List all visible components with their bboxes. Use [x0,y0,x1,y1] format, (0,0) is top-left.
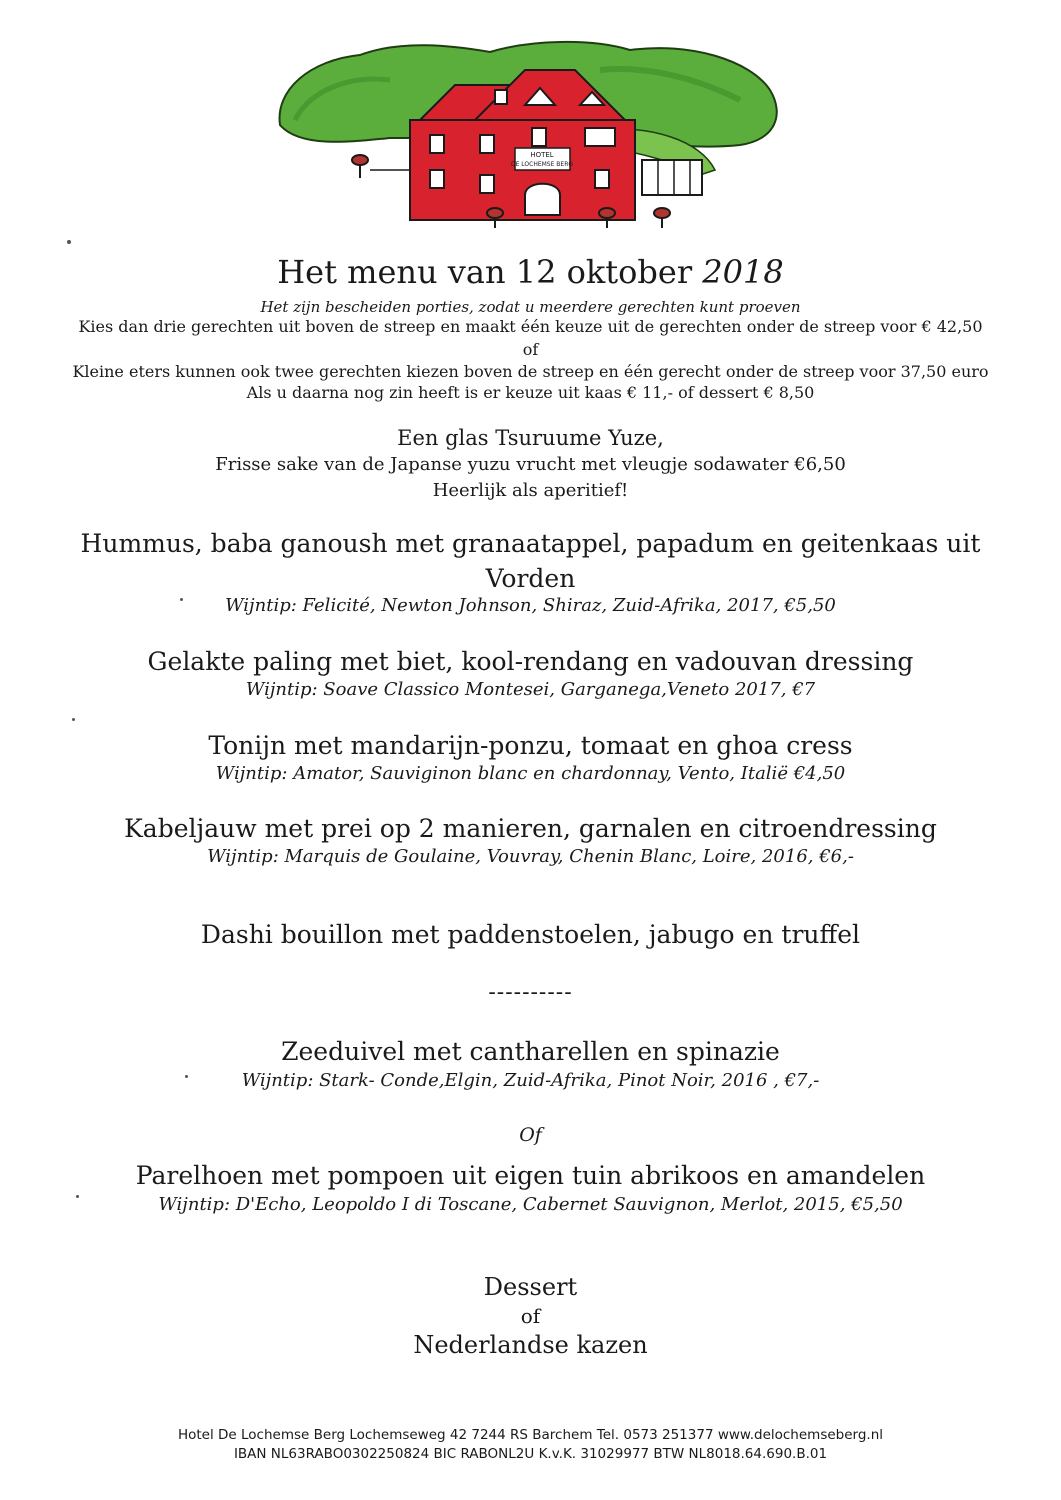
dish-1-name-line-2: Vorden [485,564,576,593]
logo-sign-line-2: DE LOCHEMSE BERG [510,161,574,168]
page-title [60,250,1001,294]
intro-line-2: Kleine eters kunnen ook twee gerechten kiezen boven de streep en één gerecht onder de streep voor 37,50 euro [72,362,989,381]
mains-or: Of [519,1124,542,1146]
menu-separator: ---------- [488,980,573,1005]
aperitif-description: Frisse sake van de Japanse yuzu vrucht met vleugje sodawater €6,50 [215,454,846,475]
intro-or: of [522,340,539,359]
main-2-name: Parelhoen met pompoen uit eigen tuin abrikoos en amandelen [135,1161,926,1190]
scan-speck [67,240,71,244]
aperitif-note: Heerlijk als aperitief! [432,480,629,501]
dish-2-wine: Wijntip: Soave Classico Montesei, Garganega,Veneto 2017, €7 [245,679,816,700]
main-2-wine: Wijntip: D'Echo, Leopoldo I di Toscane, Cabernet Sauvignon, Merlot, 2015, €5,50 [158,1194,903,1215]
intro-note: Het zijn bescheiden porties, zodat u meerdere gerechten kunt proeven [260,298,801,316]
dish-5-name: Dashi bouillon met paddenstoelen, jabugo en truffel [200,920,861,949]
main-1-name: Zeeduivel met cantharellen en spinazie [281,1037,780,1066]
logo-sign-line-1: HOTEL [530,151,554,159]
footer-banking: IBAN NL63RABO0302250824 BIC RABONL2U K.v.K. 31029977 BTW NL8018.64.690.B.01 [233,1446,828,1462]
title-year: 2018 [702,253,784,291]
scan-speck [185,1075,188,1078]
dish-4-name: Kabeljauw met prei op 2 manieren, garnalen en citroendressing [124,814,937,843]
main-1-wine: Wijntip: Stark- Conde,Elgin, Zuid-Afrika, Pinot Noir, 2016 , €7,- [241,1070,820,1091]
scan-speck [76,1195,79,1198]
scan-speck [72,718,75,721]
intro-line-1: Kies dan drie gerechten uit boven de streep en maakt één keuze uit de gerechten onder de streep voor € 42,50 [78,317,983,336]
intro-line-3: Als u daarna nog zin heeft is er keuze uit kaas € 11,- of dessert € 8,50 [246,383,815,402]
cheese-label: Nederlandse kazen [413,1331,648,1359]
aperitif-title: Een glas Tsuruume Yuze, [397,426,664,450]
dish-1-name-line-1: Hummus, baba ganoush met granaatappel, papadum en geitenkaas uit [80,529,981,558]
footer-address: Hotel De Lochemse Berg Lochemseweg 42 7244 RS Barchem Tel. 0573 251377 www.delochemseberg.nl [177,1427,884,1443]
dish-4-wine: Wijntip: Marquis de Goulaine, Vouvray, Chenin Blanc, Loire, 2016, €6,- [207,846,854,867]
dessert-label: Dessert [483,1273,578,1301]
title-main: Het menu van 12 oktober [277,253,693,291]
dessert-or: of [520,1304,541,1328]
dish-2-name: Gelakte paling met biet, kool-rendang en vadouvan dressing [147,647,914,676]
dish-3-name: Tonijn met mandarijn-ponzu, tomaat en ghoa cress [208,731,853,760]
hotel-illustration [270,30,790,235]
dish-3-wine: Wijntip: Amator, Sauviginon blanc en chardonnay, Vento, Italië €4,50 [215,763,846,784]
scan-speck [180,598,183,601]
dish-1-wine: Wijntip: Felicité, Newton Johnson, Shiraz, Zuid-Afrika, 2017, €5,50 [225,595,836,616]
